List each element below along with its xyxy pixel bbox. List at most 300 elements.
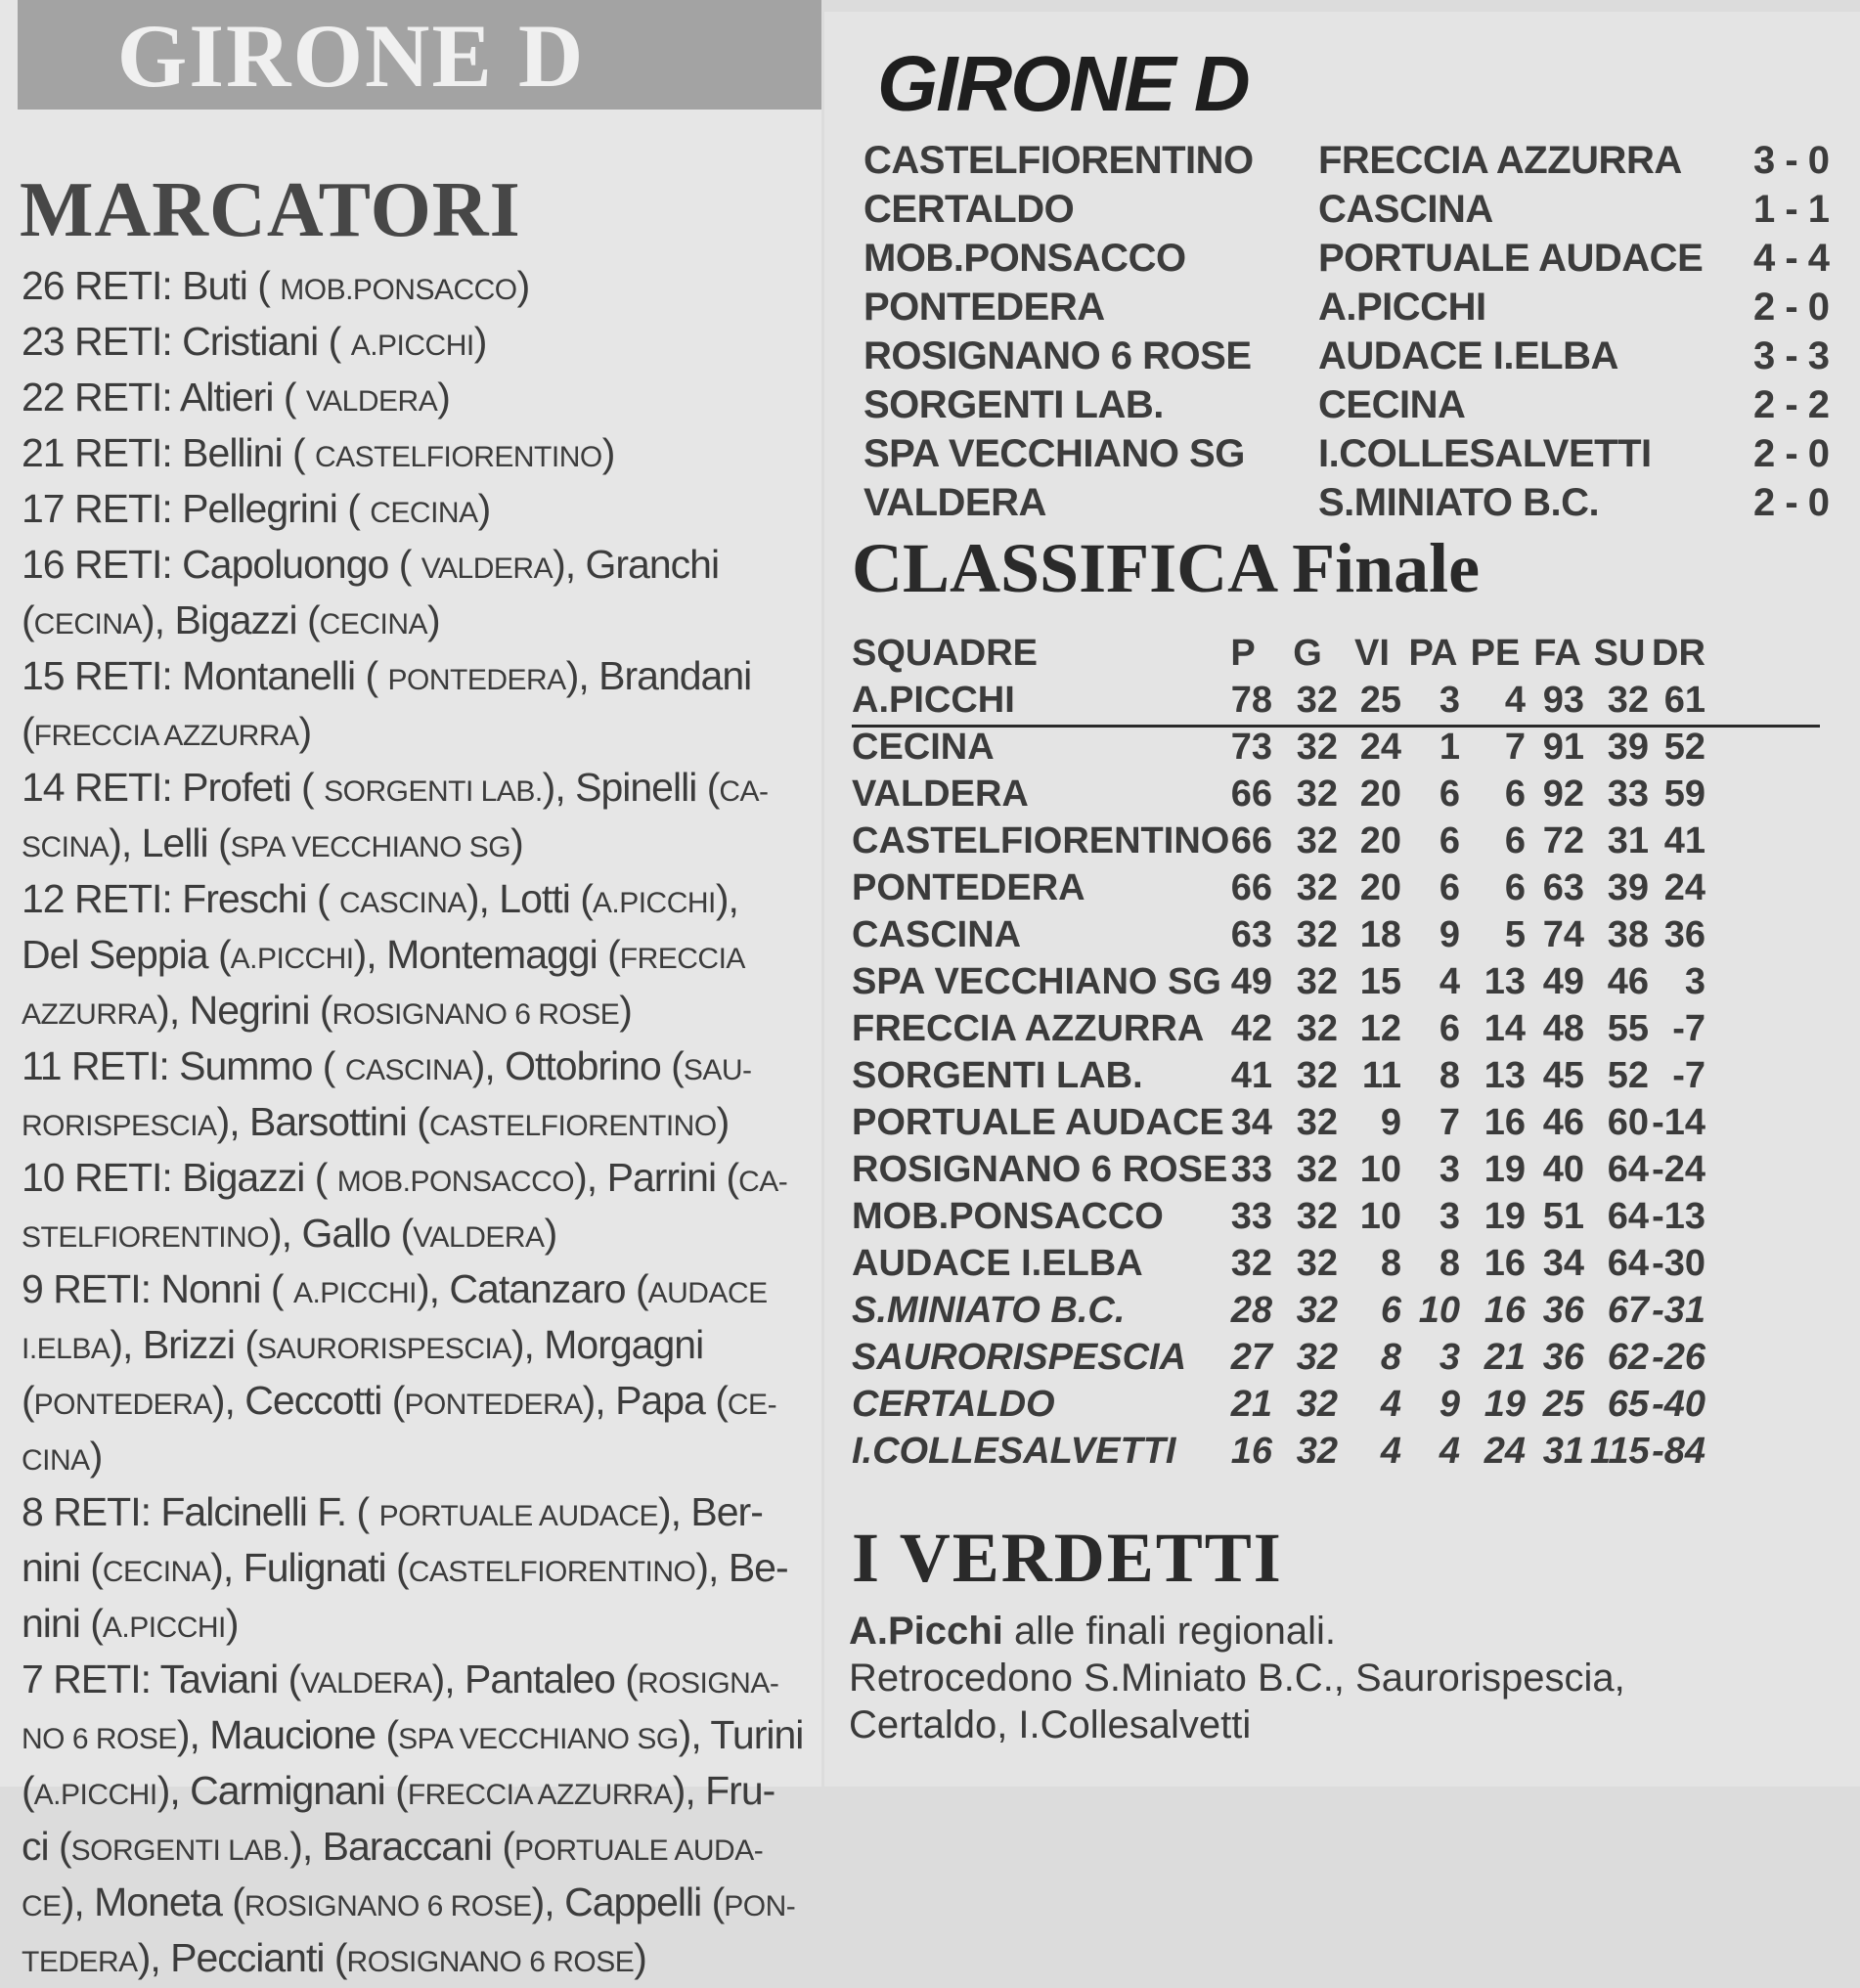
scorer-line (22, 372, 819, 427)
standings-cell: 20 (1359, 820, 1401, 861)
result-home-team: SORGENTI LAB. (864, 383, 1164, 426)
standings-cell: 8 (1380, 1243, 1401, 1284)
result-score: 3 - 0 (1753, 139, 1830, 182)
scorer-text: ), Montemaggi ( (353, 932, 620, 977)
verdetti-line-1-rest: alle finali regionali. (1002, 1610, 1337, 1653)
scorer-line (22, 1877, 819, 1932)
scorer-text: ) (516, 263, 530, 308)
scorer-team-tag: VALDERA (305, 385, 438, 418)
scorer-team-tag: CASTELFIORENTINO (408, 1556, 696, 1588)
standings-cell: 11 (1361, 1055, 1401, 1096)
scorer-team-tag: CECINA (370, 497, 478, 529)
scorer-text: ), (715, 876, 738, 921)
standings-cell: -7 (1672, 1055, 1705, 1096)
scorer-team-tag: SCINA (22, 831, 110, 863)
standings-cell: 45 (1542, 1055, 1584, 1096)
standings-team: CECINA (852, 727, 995, 768)
scorer-text: ), Spinelli ( (542, 765, 720, 810)
standings-cell: 33 (1230, 1149, 1272, 1190)
scorer-text: 22 RETI: Altieri ( (22, 375, 306, 420)
result-away-team: CASCINA (1318, 188, 1493, 231)
standings-cell: 28 (1230, 1290, 1272, 1331)
classifica-heading: CLASSIFICA Finale (852, 529, 1481, 607)
standings-cell: 20 (1359, 867, 1401, 908)
result-row (864, 188, 1841, 237)
scorer-text: ), Cappelli ( (531, 1879, 725, 1924)
scorer-text: ci ( (22, 1824, 71, 1869)
standings-team: ROSIGNANO 6 ROSE (852, 1149, 1228, 1190)
standings-cell: 4 (1380, 1431, 1401, 1472)
scorer-line (22, 1486, 819, 1542)
verdetti-bold: A.Picchi (849, 1610, 1003, 1653)
scorer-team-tag: PON- (724, 1890, 796, 1922)
scorers-clipping (0, 0, 821, 1980)
scorer-team-tag: RORISPESCIA (22, 1110, 217, 1142)
standings-cell: 7 (1504, 727, 1526, 768)
standings-row (852, 1055, 1839, 1102)
standings-cell: 73 (1230, 727, 1272, 768)
scorer-text: ), Maucione ( (176, 1712, 399, 1757)
standings-team: PORTUALE AUDACE (852, 1102, 1224, 1143)
standings-cell: 12 (1359, 1008, 1401, 1049)
scorer-line (22, 316, 819, 372)
standings-cell: 3 (1439, 1337, 1460, 1378)
standings-cell: 5 (1504, 914, 1526, 955)
standings-cell: 32 (1296, 820, 1338, 861)
scorer-text: ), Fulignati ( (210, 1545, 409, 1590)
scorer-line (22, 817, 819, 873)
standings-cell: 14 (1484, 1008, 1526, 1049)
result-home-team: PONTEDERA (864, 286, 1105, 329)
verdetti-heading: I VERDETTI (852, 1519, 1283, 1597)
standings-cell: 18 (1359, 914, 1401, 955)
standings-row (852, 773, 1839, 820)
scorer-line (22, 1152, 819, 1208)
standings-header-cell: SQUADRE (852, 633, 1039, 674)
scorer-text: ) (601, 430, 615, 475)
scorer-team-tag: CASTELFIORENTINO (428, 1110, 717, 1142)
scorer-team-tag: FRECCIA AZZURRA (33, 720, 299, 752)
standings-cell: 32 (1296, 961, 1338, 1002)
standings-cell: 34 (1542, 1243, 1584, 1284)
scorer-team-tag: CECINA (319, 608, 428, 641)
standings-team: CASTELFIORENTINO (852, 820, 1230, 861)
result-away-team: S.MINIATO B.C. (1318, 481, 1600, 524)
standings-clipping (824, 12, 1860, 1787)
scorer-line (22, 1654, 819, 1709)
standings-cell: 32 (1296, 1337, 1338, 1378)
standings-cell: 32 (1296, 1243, 1338, 1284)
scorer-team-tag: SPA VECCHIANO SG (230, 831, 511, 863)
standings-cell: 3 (1439, 680, 1460, 721)
standings-cell: 41 (1663, 820, 1705, 861)
scorer-text: ), Moneta ( (61, 1879, 244, 1924)
scorer-team-tag: TEDERA (22, 1946, 138, 1978)
scorer-line (22, 1709, 819, 1765)
standings-cell: 52 (1663, 727, 1705, 768)
result-home-team: CASTELFIORENTINO (864, 139, 1254, 182)
result-row (864, 481, 1841, 530)
scorer-text: ) (437, 375, 450, 420)
standings-row (852, 1102, 1839, 1149)
standings-header-cell: FA (1533, 633, 1581, 674)
standings-cell: 32 (1296, 1149, 1338, 1190)
scorer-line (22, 1598, 819, 1654)
scorer-text: ), Pantaleo ( (431, 1657, 638, 1701)
standings-cell: 38 (1607, 914, 1649, 955)
scorer-text: 9 RETI: Nonni ( (22, 1266, 293, 1311)
scorer-line (22, 595, 819, 650)
left-banner-title: GIRONE D (116, 6, 586, 106)
standings-cell: 49 (1542, 961, 1584, 1002)
result-score: 4 - 4 (1753, 237, 1830, 280)
result-score: 2 - 0 (1753, 432, 1830, 475)
scorer-text: ), Be- (695, 1545, 788, 1590)
scorer-line (22, 1932, 819, 1988)
scorer-text: ), Catanzaro ( (416, 1266, 648, 1311)
verdetti-line-3: Certaldo, I.Collesalvetti (849, 1703, 1252, 1746)
scorer-team-tag: CASTELFIORENTINO (315, 441, 602, 473)
standings-row (852, 727, 1839, 773)
scorer-text: ), Fru- (672, 1768, 775, 1813)
scorer-team-tag: CASCINA (339, 887, 466, 919)
standings-cell: 16 (1484, 1243, 1526, 1284)
standings-cell: 46 (1542, 1102, 1584, 1143)
scorer-line (22, 260, 819, 316)
standings-cell: 8 (1439, 1055, 1460, 1096)
result-home-team: SPA VECCHIANO SG (864, 432, 1245, 475)
standings-cell: 9 (1439, 1384, 1460, 1425)
standings-cell: 48 (1542, 1008, 1584, 1049)
standings-row (852, 1243, 1839, 1290)
standings-cell: 6 (1504, 820, 1526, 861)
standings-team: AUDACE I.ELBA (852, 1243, 1143, 1284)
standings-cell: 74 (1542, 914, 1584, 955)
standings-cell: 36 (1663, 914, 1705, 955)
result-away-team: CECINA (1318, 383, 1466, 426)
standings-cell: 24 (1663, 867, 1705, 908)
standings-cell: 10 (1359, 1196, 1401, 1237)
scorer-team-tag: CE (22, 1890, 62, 1922)
scorer-text: ( (22, 1378, 34, 1423)
standings-cell: 8 (1439, 1243, 1460, 1284)
scorer-line (22, 1096, 819, 1152)
standings-cell: -30 (1652, 1243, 1705, 1284)
standings-cell: 4 (1380, 1384, 1401, 1425)
standings-cell: 59 (1663, 773, 1705, 815)
standings-cell: -14 (1652, 1102, 1705, 1143)
scorer-team-tag: CECINA (33, 608, 143, 641)
standings-cell: 78 (1230, 680, 1272, 721)
scorer-line (22, 427, 819, 483)
standings-cell: 21 (1230, 1384, 1272, 1425)
scorer-text: 10 RETI: Bigazzi ( (22, 1155, 337, 1200)
scorer-team-tag: SAU- (683, 1054, 752, 1086)
scorer-team-tag: A.PICCHI (350, 330, 474, 362)
result-score: 2 - 2 (1753, 383, 1830, 426)
scorer-text: ) (473, 319, 487, 364)
scorer-team-tag: CA- (738, 1166, 788, 1198)
scorer-text: ), Baraccani ( (289, 1824, 515, 1869)
results-list (864, 139, 1841, 530)
standings-cell: 51 (1542, 1196, 1584, 1237)
scorer-line (22, 539, 819, 595)
standings-header-row (852, 633, 1839, 680)
scorer-team-tag: ROSIGNANO 6 ROSE (244, 1890, 532, 1922)
standings-row (852, 1337, 1839, 1384)
standings-cell: 32 (1296, 867, 1338, 908)
scorer-team-tag: PORTUALE AUDACE (378, 1500, 658, 1532)
scorer-team-tag: A.PICCHI (230, 943, 354, 975)
standings-cell: 31 (1607, 820, 1649, 861)
scorer-text: ), Ber- (657, 1489, 763, 1534)
standings-team: FRECCIA AZZURRA (852, 1008, 1205, 1049)
scorers-list (22, 260, 819, 1988)
standings-row (852, 1196, 1839, 1243)
standings-cell: 32 (1296, 727, 1338, 768)
standings-row (852, 1149, 1839, 1196)
standings-cell: 27 (1230, 1337, 1272, 1378)
scorer-team-tag: VALDERA (413, 1221, 545, 1254)
standings-cell: 39 (1607, 867, 1649, 908)
standings-cell: 13 (1484, 1055, 1526, 1096)
standings-cell: 24 (1359, 727, 1401, 768)
standings-cell: 32 (1296, 1290, 1338, 1331)
standings-cell: 32 (1296, 1055, 1338, 1096)
standings-cell: 61 (1663, 680, 1705, 721)
standings-cell: 46 (1607, 961, 1649, 1002)
right-title: GIRONE D (877, 40, 1249, 127)
standings-cell: 6 (1504, 773, 1526, 815)
scorer-text: 26 RETI: Buti ( (22, 263, 281, 308)
standings-row (852, 1431, 1839, 1478)
result-home-team: VALDERA (864, 481, 1046, 524)
standings-header-cell: G (1293, 633, 1322, 674)
result-home-team: MOB.PONSACCO (864, 237, 1186, 280)
scorer-line (22, 483, 819, 539)
standings-team: S.MINIATO B.C. (852, 1290, 1126, 1331)
standings-cell: 42 (1230, 1008, 1272, 1049)
standings-header-cell: PE (1470, 633, 1521, 674)
standings-cell: 64 (1607, 1149, 1649, 1190)
result-row (864, 334, 1841, 383)
standings-cell: 32 (1296, 1196, 1338, 1237)
scorer-line (22, 985, 819, 1040)
standings-cell: 9 (1439, 914, 1460, 955)
result-row (864, 383, 1841, 432)
standings-header-cell: DR (1652, 633, 1705, 674)
scorer-team-tag: NO 6 ROSE (22, 1723, 177, 1755)
scorer-text: 14 RETI: Profeti ( (22, 765, 325, 810)
result-away-team: AUDACE I.ELBA (1318, 334, 1618, 377)
result-row (864, 237, 1841, 286)
scorer-line (22, 762, 819, 817)
standings-cell: 32 (1230, 1243, 1272, 1284)
scorer-line (22, 1040, 819, 1096)
standings-team: I.COLLESALVETTI (852, 1431, 1176, 1472)
standings-cell: 62 (1607, 1337, 1649, 1378)
scorer-text: 23 RETI: Cristiani ( (22, 319, 351, 364)
standings-cell: 4 (1439, 1431, 1460, 1472)
standings-cell: 52 (1607, 1055, 1649, 1096)
result-away-team: PORTUALE AUDACE (1318, 237, 1704, 280)
standings-cell: 31 (1542, 1431, 1584, 1472)
standings-cell: 16 (1484, 1102, 1526, 1143)
scorer-team-tag: CE- (727, 1389, 777, 1421)
scorer-text: ), Granchi (553, 542, 720, 587)
scorer-text: ), Barsottini ( (216, 1099, 429, 1144)
standings-cell: 36 (1542, 1337, 1584, 1378)
standings-row (852, 1384, 1839, 1431)
standings-cell: 40 (1542, 1149, 1584, 1190)
scorer-text: 8 RETI: Falcinelli F. ( (22, 1489, 379, 1534)
standings-cell: 32 (1296, 1384, 1338, 1425)
scorers-heading: MARCATORI (20, 167, 521, 253)
standings-cell: 10 (1359, 1149, 1401, 1190)
standings-cell: 115 (1590, 1431, 1650, 1472)
standings-cell: 3 (1439, 1196, 1460, 1237)
scorer-team-tag: I.ELBA (22, 1333, 111, 1365)
scorer-team-tag: AZZURRA (22, 998, 157, 1031)
standings-cell: 60 (1607, 1102, 1649, 1143)
standings-cell: 6 (1439, 820, 1460, 861)
standings-row (852, 1290, 1839, 1337)
scorer-team-tag: ROSIGNA- (637, 1667, 779, 1700)
standings-cell: 41 (1230, 1055, 1272, 1096)
standings-cell: 15 (1359, 961, 1401, 1002)
scorer-line (22, 1208, 819, 1263)
scorer-text: ), Ottobrino ( (471, 1043, 684, 1088)
standings-cell: 64 (1607, 1196, 1649, 1237)
scorer-text: ), Papa ( (582, 1378, 728, 1423)
scorer-text: ), Turini (678, 1712, 804, 1757)
standings-team: MOB.PONSACCO (852, 1196, 1164, 1237)
scorer-text: 12 RETI: Freschi ( (22, 876, 340, 921)
standings-cell: -7 (1672, 1008, 1705, 1049)
scorer-text: ) (427, 597, 440, 642)
scorer-text: ) (510, 820, 523, 865)
scorer-text: ), Peccianti ( (137, 1935, 347, 1980)
scorer-text: ), Lelli ( (109, 820, 231, 865)
standings-cell: 63 (1230, 914, 1272, 955)
scorer-team-tag: VALDERA (300, 1667, 432, 1700)
standings-row (852, 914, 1839, 961)
scorer-text: ) (619, 988, 632, 1033)
standings-cell: 66 (1230, 773, 1272, 815)
standings-cell: 32 (1296, 914, 1338, 955)
result-away-team: A.PICCHI (1318, 286, 1486, 329)
scorer-text: 17 RETI: Pellegrini ( (22, 486, 371, 531)
standings-cell: 13 (1484, 961, 1526, 1002)
standings-cell: 39 (1607, 727, 1649, 768)
standings-cell: 21 (1484, 1337, 1526, 1378)
standings-cell: 66 (1230, 867, 1272, 908)
standings-cell: 92 (1542, 773, 1584, 815)
scorer-team-tag: PONTEDERA (33, 1389, 212, 1421)
scorer-text: ) (716, 1099, 730, 1144)
standings-header-cell: P (1230, 633, 1256, 674)
scorer-text: ) (477, 486, 491, 531)
standings-cell: 4 (1439, 961, 1460, 1002)
standings-cell: 66 (1230, 820, 1272, 861)
standings-cell: 9 (1380, 1102, 1401, 1143)
scorer-text: ( (22, 1768, 34, 1813)
scorer-text: ), Negrini ( (156, 988, 332, 1033)
standings-cell: 65 (1607, 1384, 1649, 1425)
standings-cell: 63 (1542, 867, 1584, 908)
scorer-text: ), Gallo ( (269, 1211, 414, 1256)
standings-cell: -26 (1652, 1337, 1705, 1378)
scorer-team-tag: AUDACE (647, 1277, 768, 1309)
standings-cell: 32 (1296, 1102, 1338, 1143)
standings-team: PONTEDERA (852, 867, 1085, 908)
left-banner (18, 0, 821, 110)
scorer-line (22, 1431, 819, 1486)
verdetti-line-2: Retrocedono S.Miniato B.C., Saurorispescia, (849, 1657, 1625, 1700)
scorer-text: ) (225, 1601, 239, 1646)
result-home-team: ROSIGNANO 6 ROSE (864, 334, 1252, 377)
scorer-text: nini ( (22, 1601, 103, 1646)
standings-cell: -31 (1652, 1290, 1705, 1331)
scorer-text: ( (22, 709, 34, 754)
standings-cell: 20 (1359, 773, 1401, 815)
standings-cell: 33 (1607, 773, 1649, 815)
standings-team: SPA VECCHIANO SG (852, 961, 1221, 1002)
standings-team: SAURORISPESCIA (852, 1337, 1187, 1378)
verdetti-text (849, 1608, 1827, 1748)
standings-row (852, 820, 1839, 867)
scorer-line (22, 1821, 819, 1877)
standings-cell: 32 (1296, 680, 1338, 721)
scorer-team-tag: A.PICCHI (102, 1612, 226, 1644)
scorer-line (22, 1542, 819, 1598)
standings-cell: 72 (1542, 820, 1584, 861)
scorer-text: ), Carmignani ( (156, 1768, 408, 1813)
scorer-team-tag: CASCINA (344, 1054, 472, 1086)
standings-cell: 3 (1439, 1149, 1460, 1190)
standings-cell: 24 (1484, 1431, 1526, 1472)
standings-cell: 10 (1418, 1290, 1460, 1331)
standings-row (852, 1008, 1839, 1055)
scorer-team-tag: SORGENTI LAB. (324, 775, 543, 808)
scorer-text: 21 RETI: Bellini ( (22, 430, 315, 475)
standings-table (852, 633, 1839, 1478)
scorer-text: ), Brizzi ( (110, 1322, 258, 1367)
scorer-team-tag: PORTUALE AUDA- (514, 1834, 764, 1867)
standings-cell: 55 (1607, 1008, 1649, 1049)
scorer-text: ), Parrini ( (574, 1155, 739, 1200)
standings-team: A.PICCHI (852, 680, 1015, 721)
scorer-line (22, 650, 819, 706)
result-away-team: FRECCIA AZZURRA (1318, 139, 1682, 182)
result-away-team: I.COLLESALVETTI (1318, 432, 1652, 475)
standings-cell: 32 (1296, 1008, 1338, 1049)
scorer-text: nini ( (22, 1545, 103, 1590)
standings-cell: 6 (1439, 867, 1460, 908)
result-score: 1 - 1 (1753, 188, 1830, 231)
standings-cell: 34 (1230, 1102, 1272, 1143)
scorer-text: ( (22, 597, 34, 642)
scorer-team-tag: MOB.PONSACCO (280, 274, 517, 306)
scorer-line (22, 1263, 819, 1319)
standings-cell: 91 (1542, 727, 1584, 768)
standings-cell: 25 (1542, 1384, 1584, 1425)
standings-cell: 7 (1439, 1102, 1460, 1143)
scorer-text: 11 RETI: Summo ( (22, 1043, 345, 1088)
standings-cell: 19 (1484, 1196, 1526, 1237)
standings-cell: 33 (1230, 1196, 1272, 1237)
standings-header-cell: PA (1408, 633, 1458, 674)
